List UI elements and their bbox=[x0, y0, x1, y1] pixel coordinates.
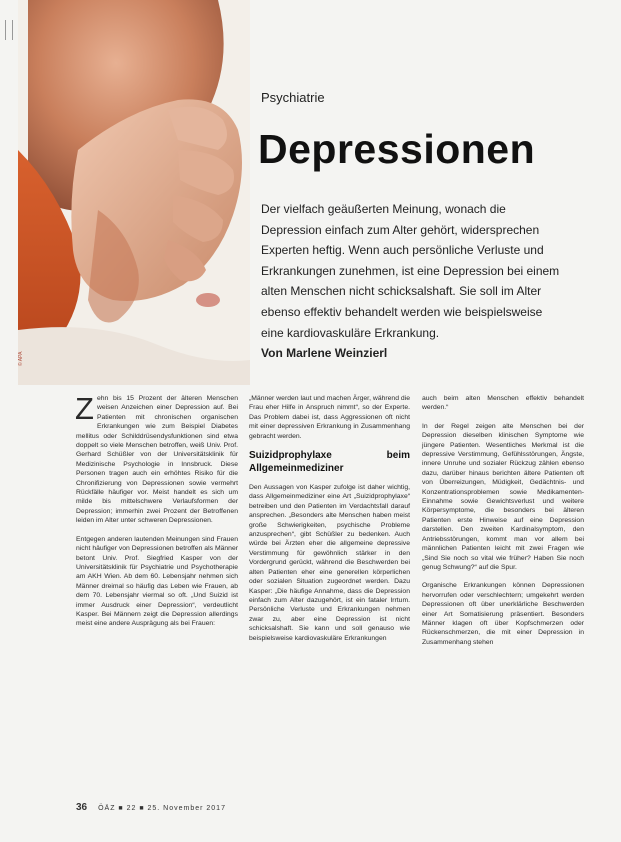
header-photo bbox=[18, 0, 250, 385]
body-column-3 bbox=[422, 394, 584, 656]
body-paragraph: „Männer werden laut und machen Ärger, während die Frau eher Hilfe in Anspruch nimmt“, so der Experte. Das Problem dabei ist, dass Aggressionen oft nicht mit einer depressiven Erkrankung in Zusammenhang gebracht werden. bbox=[249, 395, 410, 440]
article-lead bbox=[261, 199, 561, 364]
body-paragraph: Organische Erkrankungen können Depressionen hervorrufen oder verschlechtern; umgekehrt werden Depressionen oft über unerklärliche Beschwerden einer Art Somatisierung präsentiert. Besonders Männer klagen oft über Kopfschmerzen oder Rückenschmerzen, die mit einer Depression in Zusammenhang stehen bbox=[422, 582, 584, 646]
body-paragraph bbox=[75, 391, 238, 526]
binding-mark bbox=[5, 20, 13, 40]
body-paragraph: auch beim alten Menschen effektiv behandelt werden.“ bbox=[422, 395, 584, 412]
body-paragraph: In der Regel zeigen alte Menschen bei der Depression dieselben klinischen Symptome wie jüngere Patienten. Wesentliches Merkmal ist die depressive Verstimmung, Gefühlsstörungen, Ängste, innere Unruhe und sozialer Rückzug zählen ebenso dazu, darüber hinaus berichten ältere Patienten oft von Überreizungen, Müdigkeit, Gedächtnis- und Konzentrationsproblemen sowie Medikamenten-Einnahme sowie Gewichtsverlust und weitere Körpersymptome, die besonders bei älteren Patienten erste Hinweise auf eine Depression darstellen. Den zweiten Kardinalsymptom, den Antriebsstörungen, kommt man vor allem bei männlichen Patienten leicht mit zwei Fragen wie „Sind Sie noch so vital wie früher? Haben Sie noch genug Schwung?“ auf die Spur. bbox=[422, 422, 584, 571]
photo-credit: © APA bbox=[18, 351, 24, 366]
author-byline: Von Marlene Weinzierl bbox=[261, 346, 388, 361]
page-number: 36 bbox=[76, 802, 88, 813]
body-paragraph: Entgegen anderen lautenden Meinungen sind Frauen nicht häufiger von Depressionen betroffen als Männer betont Univ. Prof. Siegfried Kasper von der Universitätsklinik für Psychiatrie und Psychotherapie am AKH Wien. Ab dem 60. Lebensjahr nehmen sich Männer dreimal so häufig das Leben wie Frauen, ab dem 70. Lebensjahr viermal so oft. „Und Suizid ist immer Ausdruck einer Depression“, verdeutlicht Kasper. Bei Männern zeigt die Depression allerdings meist eine andere Ausprägung als bei Frauen: bbox=[76, 535, 238, 628]
body-paragraph: Den Aussagen von Kasper zufolge ist daher wichtig, dass Allgemeinmediziner eine Art „Suizidprophylaxe“ betreiben und den Patienten im Verdachtsfall darauf ansprechen. „Besonders alte Menschen haben meist große Schwierigkeiten, psychische Probleme anzusprechen“, gibt Schüßler zu bedenken. Auch würde bei Ärzten eher die allgemeine depressive Verstimmung für gewöhnlich stärker in den Vordergrund gerückt, während die Beschwerden bei alten Patienten eher eine generellen körperlichen oder sozialen Situation zugeordnet werden. Dazu Kasper: „Die häufige Annahme, dass die Depression einfach zum Alter dazugehört, ist ein fataler Irrtum. Persönliche Verluste und Erkrankungen nehmen zwar zu, aber eine Depression ist nicht schicksalshaft. Sie kann und soll genauso wie beispielsweise kardiovaskuläre Erkrankungen bbox=[249, 484, 410, 642]
subheading: Suizidprophylaxe beim Allgemeinmediziner bbox=[249, 450, 410, 474]
article-title: Depressionen bbox=[258, 126, 536, 172]
photo-hands-illustration bbox=[18, 0, 250, 385]
lead-text: Der vielfach geäußerten Meinung, wonach die Depression einfach zum Alter gehört, widersprechen Experten heftig. Wenn auch persönliche Verluste und Erkrankungen zunehmen, ist eine Depression bei einem alten Menschen nicht schicksalshaft. Sie soll im Alter ebenso effektiv behandelt werden wie beispielsweise eine kardiovaskuläre Erkrankung. bbox=[261, 202, 560, 340]
page-footer bbox=[76, 802, 226, 813]
paragraph-text: ehn bis 15 Prozent der älteren Menschen weisen Anzeichen einer Depression auf. Bei Patienten mit chronischen organischen Erkrankungen wie zum Beispiel Diabetes mellitus oder Schilddrüsendysfunktionen sind etwa doppelt so viele Menschen betroffen, weiß Univ. Prof. Gerhard Schüßler von der Universitätsklinik für Medizinische Psychologie in Innsbruck. Diese Personen tragen auch ein erhöhtes Risiko für die Chronifizierung von Depressionen sowie vermehrt Rückfälle häufiger vor. Meist handelt es sich um milde bis mittelschwere Verlaufsformen der Depression; immerhin zwei Prozent der Betroffenen leiden im Alter unter schweren Depressionen. bbox=[76, 395, 238, 525]
drop-cap: Z bbox=[75, 391, 94, 426]
section-label: Psychiatrie bbox=[261, 90, 325, 105]
body-column-2 bbox=[249, 394, 410, 652]
body-column-1 bbox=[75, 391, 238, 638]
issue-info: ÖÄZ ■ 22 ■ 25. November 2017 bbox=[98, 805, 226, 812]
